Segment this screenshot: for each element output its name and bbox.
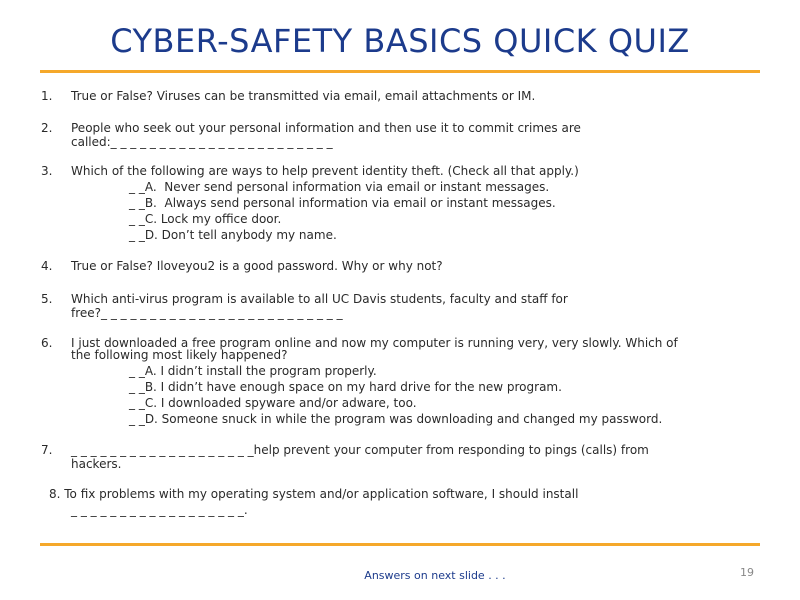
option-3a: _ _A. Never send personal information via email or instant messages.	[129, 180, 550, 194]
question-text: Which anti-virus program is available to all UC Davis students, faculty and staff for	[71, 292, 568, 306]
footer-note: Answers on next slide . . .	[364, 569, 506, 582]
question-number: 3.	[41, 164, 53, 178]
question-text: People who seek out your personal information and then use it to commit crimes are	[71, 121, 581, 135]
question-number: 4.	[41, 259, 53, 273]
question-number: 5.	[41, 292, 53, 306]
question-text: I just downloaded a free program online and now my computer is running very, very slowly. Which of	[71, 336, 678, 350]
question-number: 1.	[41, 89, 53, 103]
question-text: True or False? Iloveyou2 is a good password. Why or why not?	[71, 259, 443, 273]
bottom-divider	[40, 543, 760, 546]
slide-title: CYBER-SAFETY BASICS QUICK QUIZ	[110, 22, 690, 60]
option-3b: _ _B. Always send personal information via email or instant messages.	[129, 196, 556, 210]
top-divider	[40, 70, 760, 73]
option-6c: _ _C. I downloaded spyware and/or adware, too.	[129, 396, 417, 410]
question-text: Which of the following are ways to help prevent identity theft. (Check all that apply.)	[71, 164, 579, 178]
option-6b: _ _B. I didn’t have enough space on my hard drive for the new program.	[129, 380, 562, 394]
question-number: 2.	[41, 121, 53, 135]
question-blank: free?_ _ _ _ _ _ _ _ _ _ _ _ _ _ _ _ _ _ _ _ _ _ _ _ _	[71, 306, 343, 320]
question-number: 6.	[41, 336, 53, 350]
option-6a: _ _A. I didn’t install the program properly.	[129, 364, 377, 378]
question-8: 8. To fix problems with my operating system and/or application software, I should install	[49, 487, 579, 501]
question-text-continued: the following most likely happened?	[71, 348, 288, 362]
option-3c: _ _C. Lock my office door.	[129, 212, 282, 226]
question-blank: called:_ _ _ _ _ _ _ _ _ _ _ _ _ _ _ _ _ _ _ _ _ _ _	[71, 135, 333, 149]
option-6d: _ _D. Someone snuck in while the program was downloading and changed my password.	[129, 412, 663, 426]
question-number: 7.	[41, 443, 53, 457]
question-text-continued: hackers.	[71, 457, 122, 471]
question-text: _ _ _ _ _ _ _ _ _ _ _ _ _ _ _ _ _ _ _help prevent your computer from responding to pings (calls) from	[71, 443, 649, 457]
page-number: 19	[740, 566, 754, 579]
question-text: True or False? Viruses can be transmitted via email, email attachments or IM.	[71, 89, 536, 103]
question-blank: _ _ _ _ _ _ _ _ _ _ _ _ _ _ _ _ _ _.	[71, 503, 248, 517]
option-3d: _ _D. Don’t tell anybody my name.	[129, 228, 337, 242]
